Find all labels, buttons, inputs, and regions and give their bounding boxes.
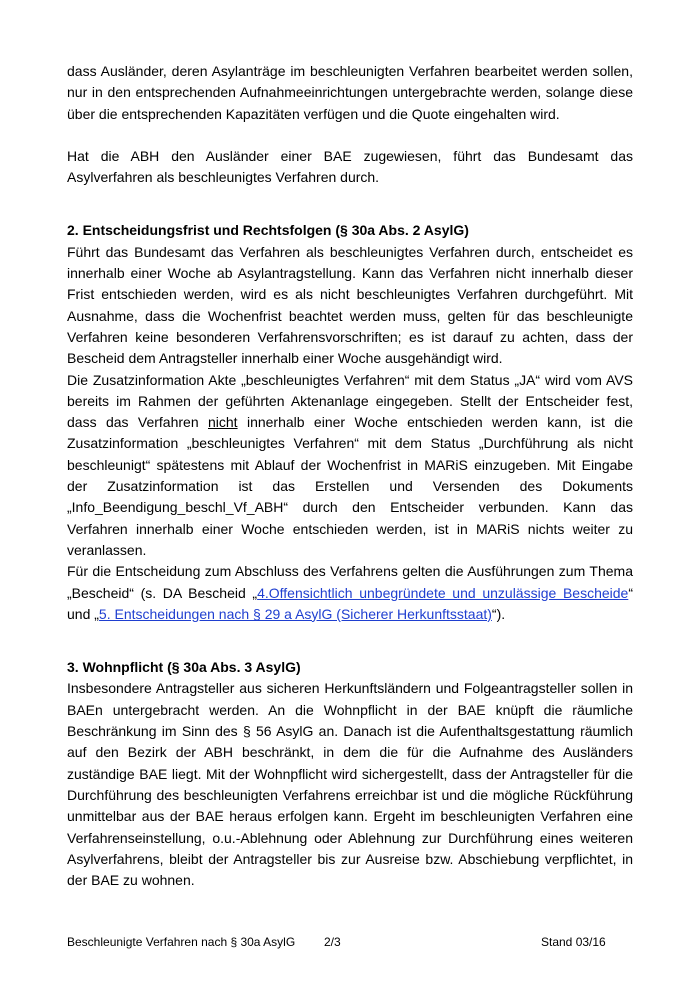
section-2-paragraph-1: Führt das Bundesamt das Verfahren als beschleunigtes Verfahren durch, entscheidet es innerhalb einer Woche ab Asylantragstellung. Kann das Verfahren nicht innerhalb dieser Frist entschieden werden, wird es als nicht beschleunigtes Verfahren durchgeführt. Mit Ausnahme, dass die Wochenfrist beachtet werden muss, gelten für das beschleunigte Verfahren keine besonderen Verfahrensvorschriften; es ist darauf zu achten, dass der Bescheid dem Antragsteller innerhalb einer Woche ausgehändigt wird. [67, 243, 633, 367]
intro-paragraph-1: dass Ausländer, deren Asylanträge im beschleunigten Verfahren bearbeitet werden sollen, nur in den entsprechenden Aufnahmeeinrichtungen untergebrachte werden, solange diese über die entsprechenden Kapazitäten verfügen und die Quote eingehalten wird. [67, 63, 633, 122]
link-offensichtlich-unbegruendete-bescheide[interactable]: 4.Offensichtlich unbegründete und unzulässige Bescheide [257, 584, 629, 601]
section-2-paragraph-2-text-b: innerhalb einer Woche entschieden werden kann, ist die Zusatzinformation „beschleunigtes Verfahren“ mit dem Status „Durchführung als nicht beschleunigt“ spätestens mit Ablauf der Wochenfrist in MARiS einzugeben. Mit Eingabe der Zusatzinformation ist das Erstellen und Versenden des Dokuments „Info_Beendigung_beschl_Vf_ABH“ durch den Entscheider verbunden. Kann das Verfahren innerhalb einer Woche entschieden werden, ist in MARiS nichts weiter zu veranlassen. [67, 414, 633, 558]
footer-version-date: Stand 03/16 [541, 935, 606, 949]
footer-document-title: Beschleunigte Verfahren nach § 30a AsylG [67, 935, 296, 949]
section-2-paragraph-3-text-b: “ und „ [67, 584, 633, 622]
underlined-nicht: nicht [208, 414, 238, 431]
section-2-paragraph-3-text-a: Für die Entscheidung zum Abschluss des Verfahrens gelten die Ausführungen zum Thema „Bescheid“ (s. DA Bescheid „ [67, 563, 633, 601]
section-2-paragraph-3 [67, 561, 633, 625]
link-entscheidungen-29a-asylg[interactable]: 5. Entscheidungen nach § 29 a AsylG (Sicherer Herkunftsstaat) [98, 605, 492, 622]
section-3-heading: 3. Wohnpflicht (§ 30a Abs. 3 AsylG) [67, 659, 301, 676]
section-2-paragraph-3-text-c: “). [491, 605, 506, 622]
intro-paragraph-2: Hat die ABH den Ausländer einer BAE zugewiesen, führt das Bundesamt das Asylverfahren als beschleunigtes Verfahren durch. [67, 147, 633, 186]
section-2-paragraph-2 [67, 370, 633, 562]
document-page [67, 61, 633, 891]
section-2-heading: 2. Entscheidungsfrist und Rechtsfolgen (§ 30a Abs. 2 AsylG) [67, 222, 469, 239]
section-2-paragraph-2-text-a: Die Zusatzinformation Akte „beschleunigtes Verfahren“ mit dem Status „JA“ wird vom AVS bereits im Rahmen der geführten Aktenanlage eingegeben. Stellt der Entscheider fest, dass das Verfahren [67, 371, 633, 431]
footer-page-number: 2/3 [324, 935, 341, 949]
section-3-paragraph-1: Insbesondere Antragsteller aus sicheren Herkunftsländern und Folgeantragsteller sollen in BAEn untergebracht werden. An die Wohnpflicht in der BAE knüpft die räumliche Beschränkung im Sinn des § 56 AsylG an. Danach ist die Aufenthaltsgestattung räumlich auf den Bezirk der ABH beschränkt, in dem die für die Aufnahme des Ausländers zuständige BAE liegt. Mit der Wohnpflicht wird sichergestellt, dass der Antragsteller für die Durchführung des beschleunigten Verfahrens erreichbar ist und die mögliche Rückführung unmittelbar aus der BAE heraus erfolgen kann. Ergeht im beschleunigten Verfahren eine Verfahrenseinstellung, o.u.-Ablehnung oder Ablehnung zur Durchführung eines weiteren Asylverfahrens, bleibt der Antragsteller bis zur Ausreise bzw. Abschiebung verpflichtet, in der BAE zu wohnen. [67, 680, 633, 889]
